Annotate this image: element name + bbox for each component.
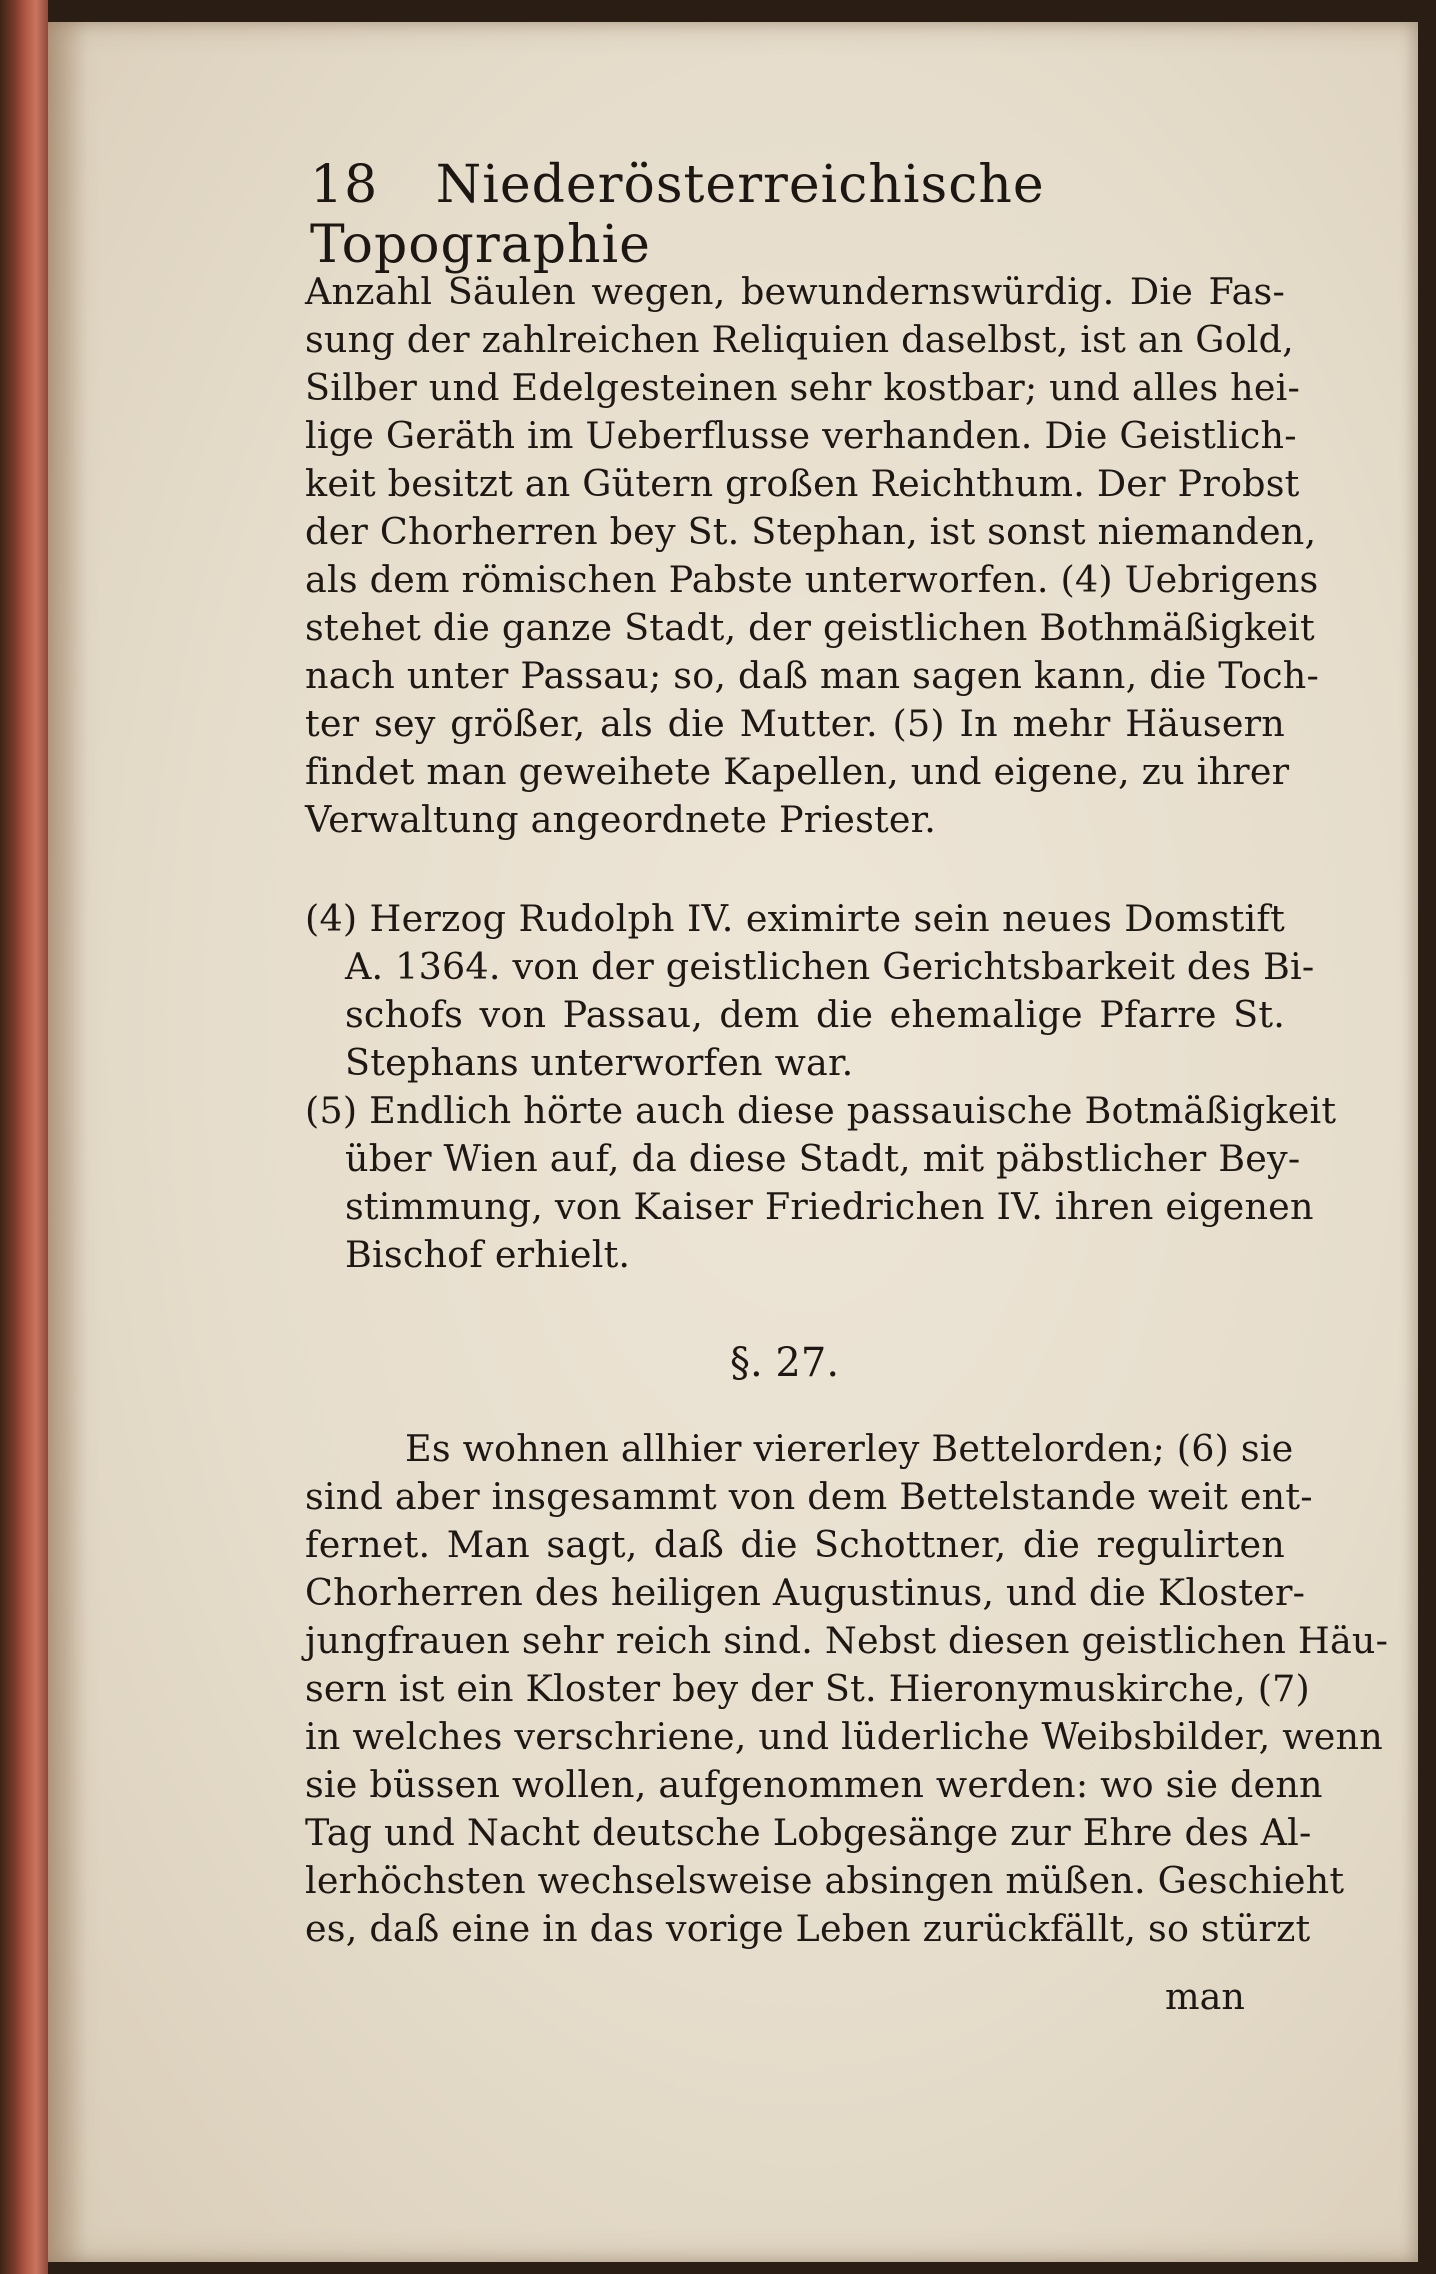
running-title: Niederösterreichische Topographie — [310, 155, 1045, 275]
text-line: Silber und Edelgesteinen sehr kostbar; und alles hei- — [305, 366, 1301, 409]
footnotes — [305, 895, 1337, 1279]
text-line: sern ist ein Kloster bey der St. Hieronymuskirche, (7) — [305, 1667, 1310, 1710]
paragraph-2 — [305, 1425, 1389, 1953]
text-line: sind aber insgesammt von dem Bettelstande weit ent- — [305, 1475, 1313, 1518]
text-line: fernet. Man sagt, daß die Schottner, die regulirten — [305, 1523, 1285, 1566]
text-line: sung der zahlreichen Reliquien daselbst, ist an Gold, — [305, 318, 1294, 361]
paragraph-1 — [305, 268, 1320, 844]
footnote-line: A. 1364. von der geistlichen Gerichtsbarkeit des Bi- — [345, 945, 1315, 988]
text-line: es, daß eine in das vorige Leben zurückfällt, so stürzt — [305, 1907, 1311, 1950]
text-line: sie büssen wollen, aufgenommen werden: wo sie denn — [305, 1763, 1323, 1806]
page-number: 18 — [310, 155, 379, 215]
footnote-line: stimmung, von Kaiser Friedrichen IV. ihren eigenen — [345, 1185, 1314, 1228]
text-line: findet man geweihete Kapellen, und eigene, zu ihrer — [305, 750, 1290, 793]
running-header — [310, 155, 1210, 275]
gutter-shadow — [48, 22, 88, 2262]
text-line: in welches verschriene, und lüderliche Weibsbilder, wenn — [305, 1715, 1383, 1758]
text-line: der Chorherren bey St. Stephan, ist sonst niemanden, — [305, 510, 1317, 553]
text-line: Chorherren des heiligen Augustinus, und die Kloster- — [305, 1571, 1306, 1614]
footnote-line: Stephans unterworfen war. — [345, 1041, 854, 1084]
footnote-line: (5) Endlich hörte auch diese passauische Botmäßigkeit — [305, 1089, 1337, 1132]
text-line: Verwaltung angeordnete Priester. — [305, 798, 937, 841]
footnote-line: (4) Herzog Rudolph IV. eximirte sein neues Domstift — [305, 897, 1285, 940]
text-line: Es wohnen allhier viererley Bettelorden; (6) sie — [405, 1427, 1294, 1470]
footnote-line: über Wien auf, da diese Stadt, mit päbstlicher Bey- — [345, 1137, 1301, 1180]
text-line: jungfrauen sehr reich sind. Nebst diesen geistlichen Häu- — [305, 1619, 1389, 1662]
text-line: lige Geräth im Ueberflusse verhanden. Die Geistlich- — [305, 414, 1297, 457]
footnote-4 — [305, 895, 1315, 1087]
text-line: Anzahl Säulen wegen, bewundernswürdig. Die Fas- — [305, 270, 1285, 313]
book-spine-edge — [0, 0, 48, 2274]
section-heading: §. 27. — [730, 1340, 840, 1386]
text-line: ter sey größer, als die Mutter. (5) In mehr Häusern — [305, 702, 1285, 745]
text-line: stehet die ganze Stadt, der geistlichen Bothmäßigkeit — [305, 606, 1315, 649]
text-line: Tag und Nacht deutsche Lobgesänge zur Ehre des Al- — [305, 1811, 1312, 1854]
text-line: keit besitzt an Gütern großen Reichthum. Der Probst — [305, 462, 1300, 505]
footnote-line: Bischof erhielt. — [345, 1233, 631, 1276]
footnote-line: schofs von Passau, dem die ehemalige Pfarre St. — [345, 993, 1285, 1036]
text-line: als dem römischen Pabste unterworfen. (4) Uebrigens — [305, 558, 1319, 601]
footnote-5 — [305, 1087, 1337, 1279]
text-line: nach unter Passau; so, daß man sagen kann, die Toch- — [305, 654, 1320, 697]
catchword: man — [1165, 1975, 1245, 2018]
text-line: lerhöchsten wechselsweise absingen müßen. Geschieht — [305, 1859, 1345, 1902]
